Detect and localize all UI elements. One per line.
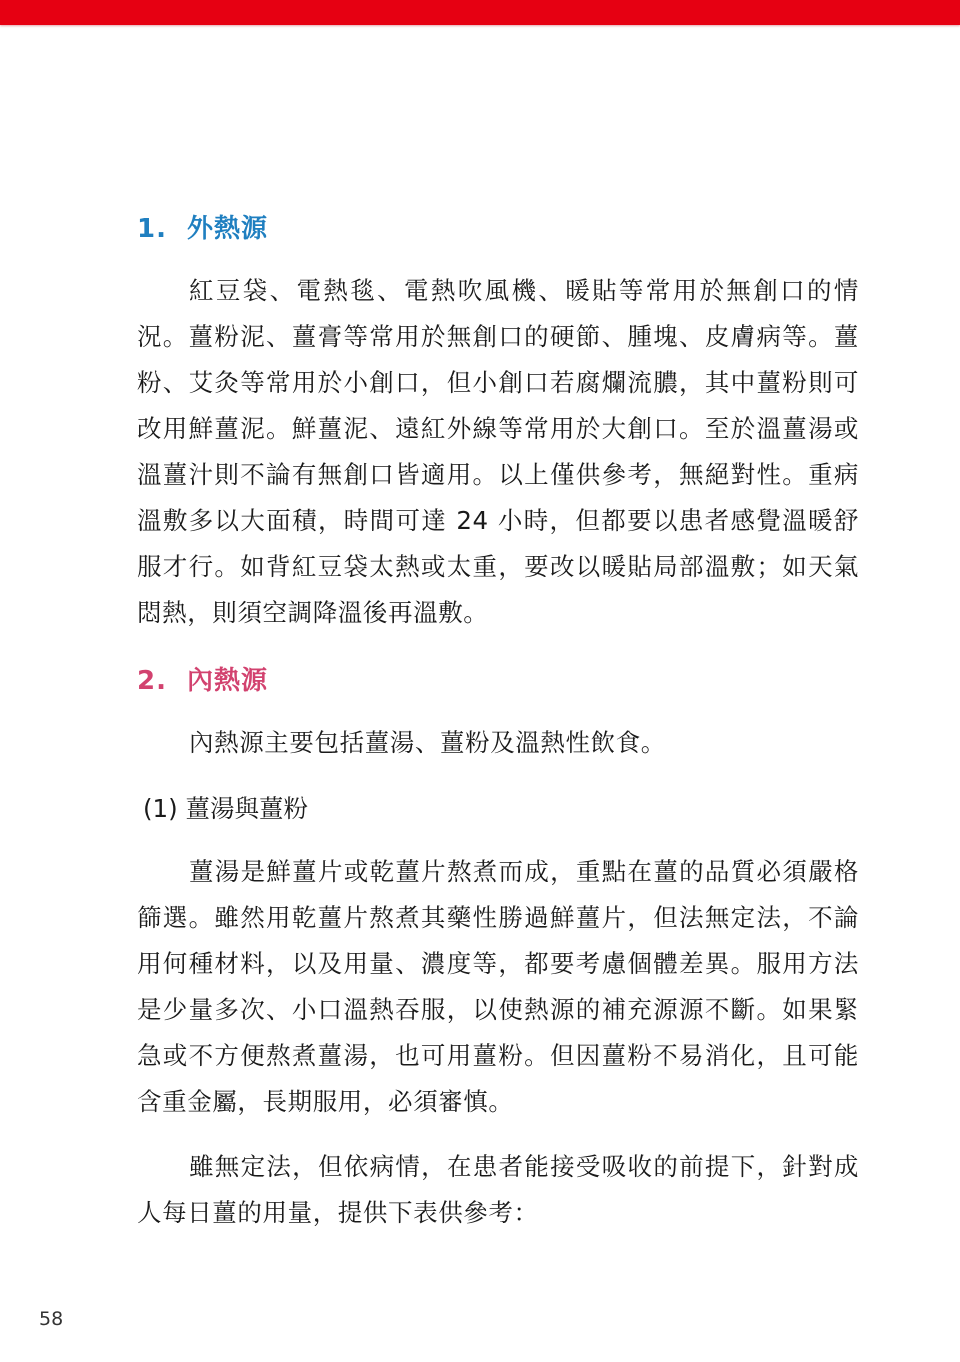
section-number: 2.	[137, 666, 167, 696]
paragraph-daily-dosage-intro: 雖無定法，但依病情，在患者能接受吸收的前提下，針對成人每日薑的用量，提供下表供參考：	[137, 1152, 859, 1227]
section-heading-external-heat-source	[137, 208, 268, 245]
paragraph-internal-heat-source-intro: 內熱源主要包括薑湯、薑粉及溫熱性飲食。	[189, 728, 666, 757]
paragraph-ginger-soup: 薑湯是鮮薑片或乾薑片熬煮而成，重點在薑的品質必須嚴格篩選。雖然用乾薑片熬煮其藥性勝過鮮薑片，但法無定法，不論用何種材料，以及用量、濃度等，都要考慮個體差異。服用方法是少量多次、小口溫熱吞服，以使熱源的補充源源不斷。如果緊急或不方便熬煮薑湯，也可用薑粉。但因薑粉不易消化，且可能含重金屬，長期服用，必須審慎。	[137, 857, 859, 1116]
subsection-heading-ginger-soup-and-powder: (1) 薑湯與薑粉	[143, 794, 308, 823]
paragraph-external-heat-source: 紅豆袋、電熱毯、電熱吹風機、暖貼等常用於無創口的情況。薑粉泥、薑膏等常用於無創口的硬節、腫塊、皮膚病等。薑粉、艾灸等常用於小創口，但小創口若腐爛流膿，其中薑粉則可改用鮮薑泥。鮮薑泥、遠紅外線等常用於大創口。至於溫薑湯或溫薑汁則不論有無創口皆適用。以上僅供參考，無絕對性。重病溫敷多以大面積，時間可達 24 小時，但都要以患者感覺溫暖舒服才行。如背紅豆袋太熱或太重，要改以暖貼局部溫敷；如天氣悶熱，則須空調降溫後再溫敷。	[137, 276, 859, 627]
section-number: 1.	[137, 214, 167, 244]
page-number: 58	[39, 1308, 64, 1330]
section-title: 外熱源	[187, 214, 269, 244]
top-color-bar	[0, 0, 960, 25]
section-title: 內熱源	[187, 666, 269, 696]
section-heading-internal-heat-source	[137, 660, 268, 697]
